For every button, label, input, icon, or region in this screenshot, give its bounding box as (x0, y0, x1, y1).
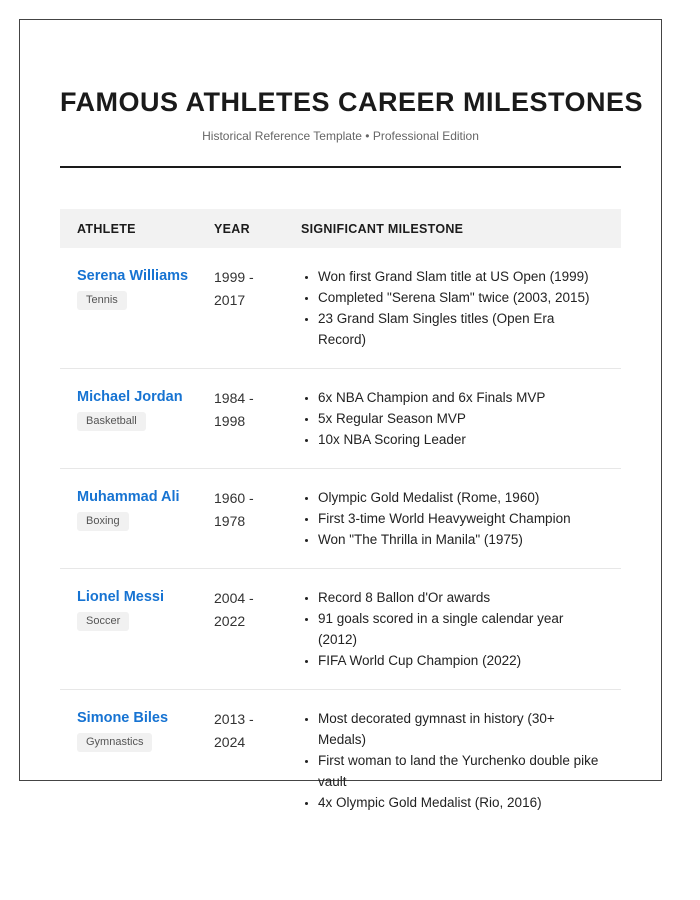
year-cell (214, 266, 301, 312)
milestone-cell (301, 387, 621, 450)
athlete-cell (60, 387, 214, 431)
athlete-name-link[interactable]: Muhammad Ali (77, 489, 180, 505)
milestone-item: • Won "The Thrilla in Manila" (1975) (318, 529, 603, 550)
milestone-list (301, 708, 603, 813)
milestone-cell (301, 266, 621, 350)
athlete-name-link[interactable]: Simone Biles (77, 710, 169, 726)
title-divider (60, 166, 621, 168)
athlete-name-link[interactable]: Serena Williams (77, 268, 189, 284)
sport-badge: Basketball (77, 412, 146, 431)
table-row (60, 690, 621, 831)
milestone-list (301, 487, 603, 550)
milestone-cell (301, 487, 621, 550)
page-title: FAMOUS ATHLETES CAREER MILESTONES (60, 87, 644, 117)
table-row (60, 369, 621, 469)
column-header-year: YEAR (214, 221, 250, 236)
year-cell (214, 708, 301, 754)
sport-badge: Soccer (77, 612, 129, 631)
sport-badge: Tennis (77, 291, 127, 310)
athlete-name-link[interactable]: Michael Jordan (77, 389, 183, 405)
athlete-years: 1960 - 1978 (214, 490, 254, 529)
milestone-item: • 6x NBA Champion and 6x Finals MVP (318, 387, 603, 408)
milestone-item: • FIFA World Cup Champion (2022) (318, 650, 603, 671)
milestone-item: • Won first Grand Slam title at US Open (1999) (318, 266, 603, 287)
athlete-years: 1999 - 2017 (214, 269, 254, 308)
table-body (60, 248, 621, 831)
athlete-cell (60, 487, 214, 531)
sport-badge: Boxing (77, 512, 129, 531)
milestone-item: • Most decorated gymnast in history (30+ Medals) (318, 708, 603, 750)
athlete-cell (60, 708, 214, 752)
milestone-item: • First 3-time World Heavyweight Champion (318, 508, 603, 529)
milestone-list (301, 387, 603, 450)
athletes-table (60, 209, 621, 831)
year-cell (214, 387, 301, 433)
table-row (60, 248, 621, 369)
milestone-item: • 4x Olympic Gold Medalist (Rio, 2016) (318, 792, 603, 813)
column-header-athlete: ATHLETE (77, 221, 136, 236)
table-row (60, 569, 621, 690)
milestone-item: • 10x NBA Scoring Leader (318, 429, 603, 450)
milestone-list (301, 587, 603, 671)
milestone-cell (301, 708, 621, 813)
athlete-years: 2013 - 2024 (214, 711, 254, 750)
table-row (60, 469, 621, 569)
document-page (19, 19, 662, 810)
milestone-item: • 23 Grand Slam Singles titles (Open Era Record) (318, 308, 603, 350)
milestone-list (301, 266, 603, 350)
sport-badge: Gymnastics (77, 733, 152, 752)
year-cell (214, 587, 301, 633)
athlete-years: 1984 - 1998 (214, 390, 254, 429)
athlete-cell (60, 587, 214, 631)
milestone-item: • Record 8 Ballon d'Or awards (318, 587, 603, 608)
table-header-row (60, 209, 621, 248)
milestone-item: • First woman to land the Yurchenko double pike vault (318, 750, 603, 792)
athlete-years: 2004 - 2022 (214, 590, 254, 629)
column-header-milestone: SIGNIFICANT MILESTONE (301, 221, 464, 236)
page-subtitle: Historical Reference Template • Professional Edition (202, 129, 479, 143)
milestone-item: • Completed "Serena Slam" twice (2003, 2015) (318, 287, 603, 308)
milestone-cell (301, 587, 621, 671)
athlete-name-link[interactable]: Lionel Messi (77, 589, 165, 605)
milestone-item: • Olympic Gold Medalist (Rome, 1960) (318, 487, 603, 508)
milestone-item: • 5x Regular Season MVP (318, 408, 603, 429)
milestone-item: • 91 goals scored in a single calendar year (2012) (318, 608, 603, 650)
year-cell (214, 487, 301, 533)
athlete-cell (60, 266, 214, 310)
